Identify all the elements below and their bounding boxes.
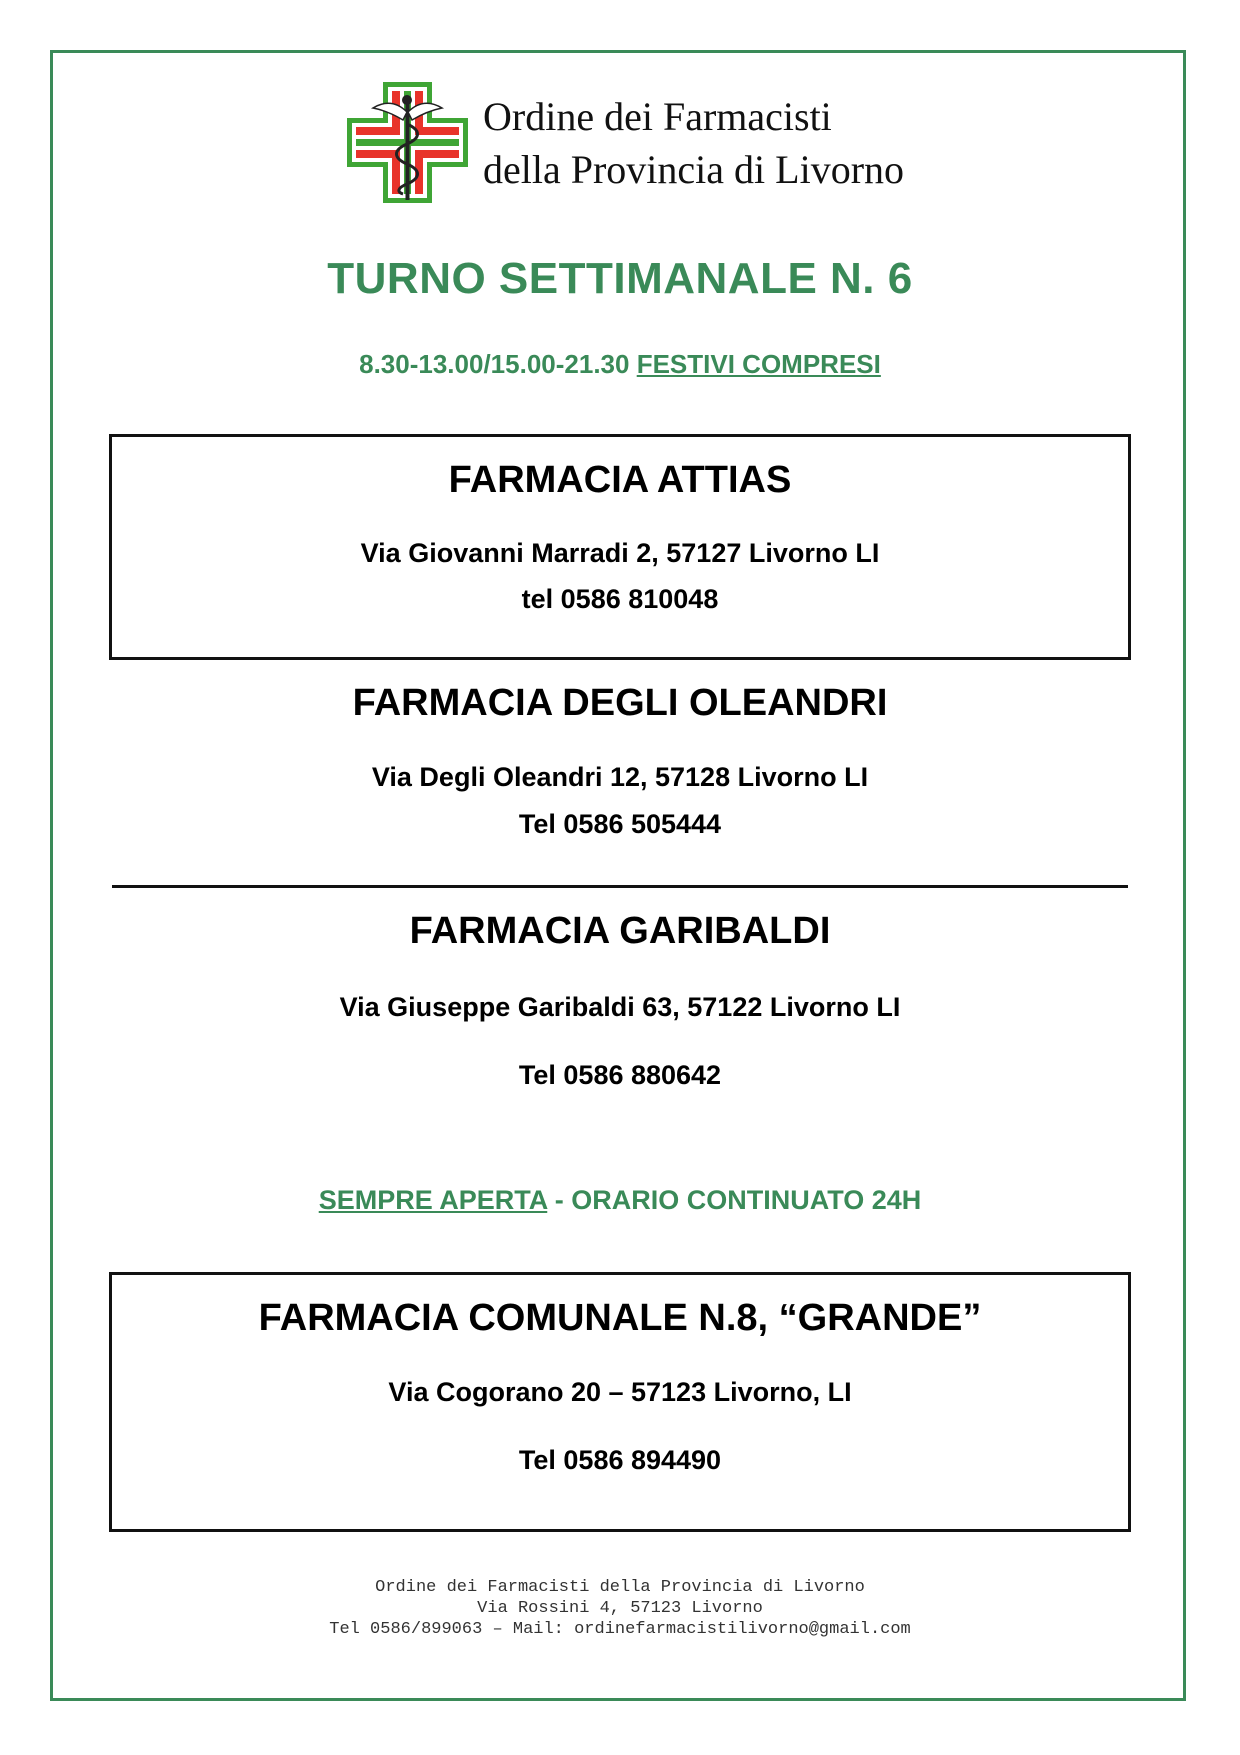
caduceus-cross-logo-icon: [345, 80, 470, 205]
footer-line2: Via Rossini 4, 57123 Livorno: [477, 1599, 763, 1618]
always-open-label: SEMPRE APERTA: [318, 1185, 548, 1215]
pharmacy-address: Via Giovanni Marradi 2, 57127 Livorno LI: [360, 538, 880, 568]
hours-time: 8.30-13.00/15.00-21.30: [359, 349, 630, 379]
pharmacy-entry: [112, 657, 1128, 885]
pharmacy-name: FARMACIA GARIBALDI: [409, 910, 831, 952]
pharmacy-entry: [112, 437, 1128, 657]
pharmacy-address: Via Cogorano 20 – 57123 Livorno, LI: [388, 1377, 852, 1407]
pharmacy-address: Via Giuseppe Garibaldi 63, 57122 Livorno LI: [339, 992, 901, 1022]
pharmacy-address: Via Degli Oleandri 12, 57128 Livorno LI: [371, 762, 869, 792]
pharmacy-list: [109, 434, 1131, 1090]
footer: [0, 1577, 1240, 1640]
header-logo: [345, 80, 905, 205]
hours-note: FESTIVI COMPRESI: [636, 349, 881, 379]
pharmacy-phone: tel 0586 810048: [521, 584, 719, 614]
opening-hours: [0, 349, 1240, 380]
footer-line1: Ordine dei Farmacisti della Provincia di Livorno: [375, 1578, 865, 1597]
page-title: TURNO SETTIMANALE N. 6: [327, 254, 913, 303]
pharmacy-name: FARMACIA ATTIAS: [448, 459, 792, 501]
pharmacy-entry: [112, 885, 1128, 1127]
pharmacy-name: FARMACIA DEGLI OLEANDRI: [352, 682, 888, 724]
pharmacy-phone: Tel 0586 894490: [518, 1445, 722, 1475]
pharmacy-name: FARMACIA COMUNALE N.8, “GRANDE”: [258, 1297, 982, 1339]
org-name-line2: della Provincia di Livorno: [483, 147, 905, 192]
footer-line3: Tel 0586/899063 – Mail: ordinefarmacistilivorno@gmail.com: [329, 1620, 911, 1639]
pharmacy-phone: Tel 0586 505444: [518, 809, 722, 839]
org-name: [483, 90, 904, 196]
always-open-heading: [0, 1185, 1240, 1216]
always-open-detail: - ORARIO CONTINUATO 24H: [547, 1185, 922, 1215]
org-name-line1: Ordine dei Farmacisti: [483, 94, 832, 139]
always-open-pharmacy: [109, 1272, 1131, 1532]
pharmacy-phone: Tel 0586 880642: [518, 1060, 722, 1090]
